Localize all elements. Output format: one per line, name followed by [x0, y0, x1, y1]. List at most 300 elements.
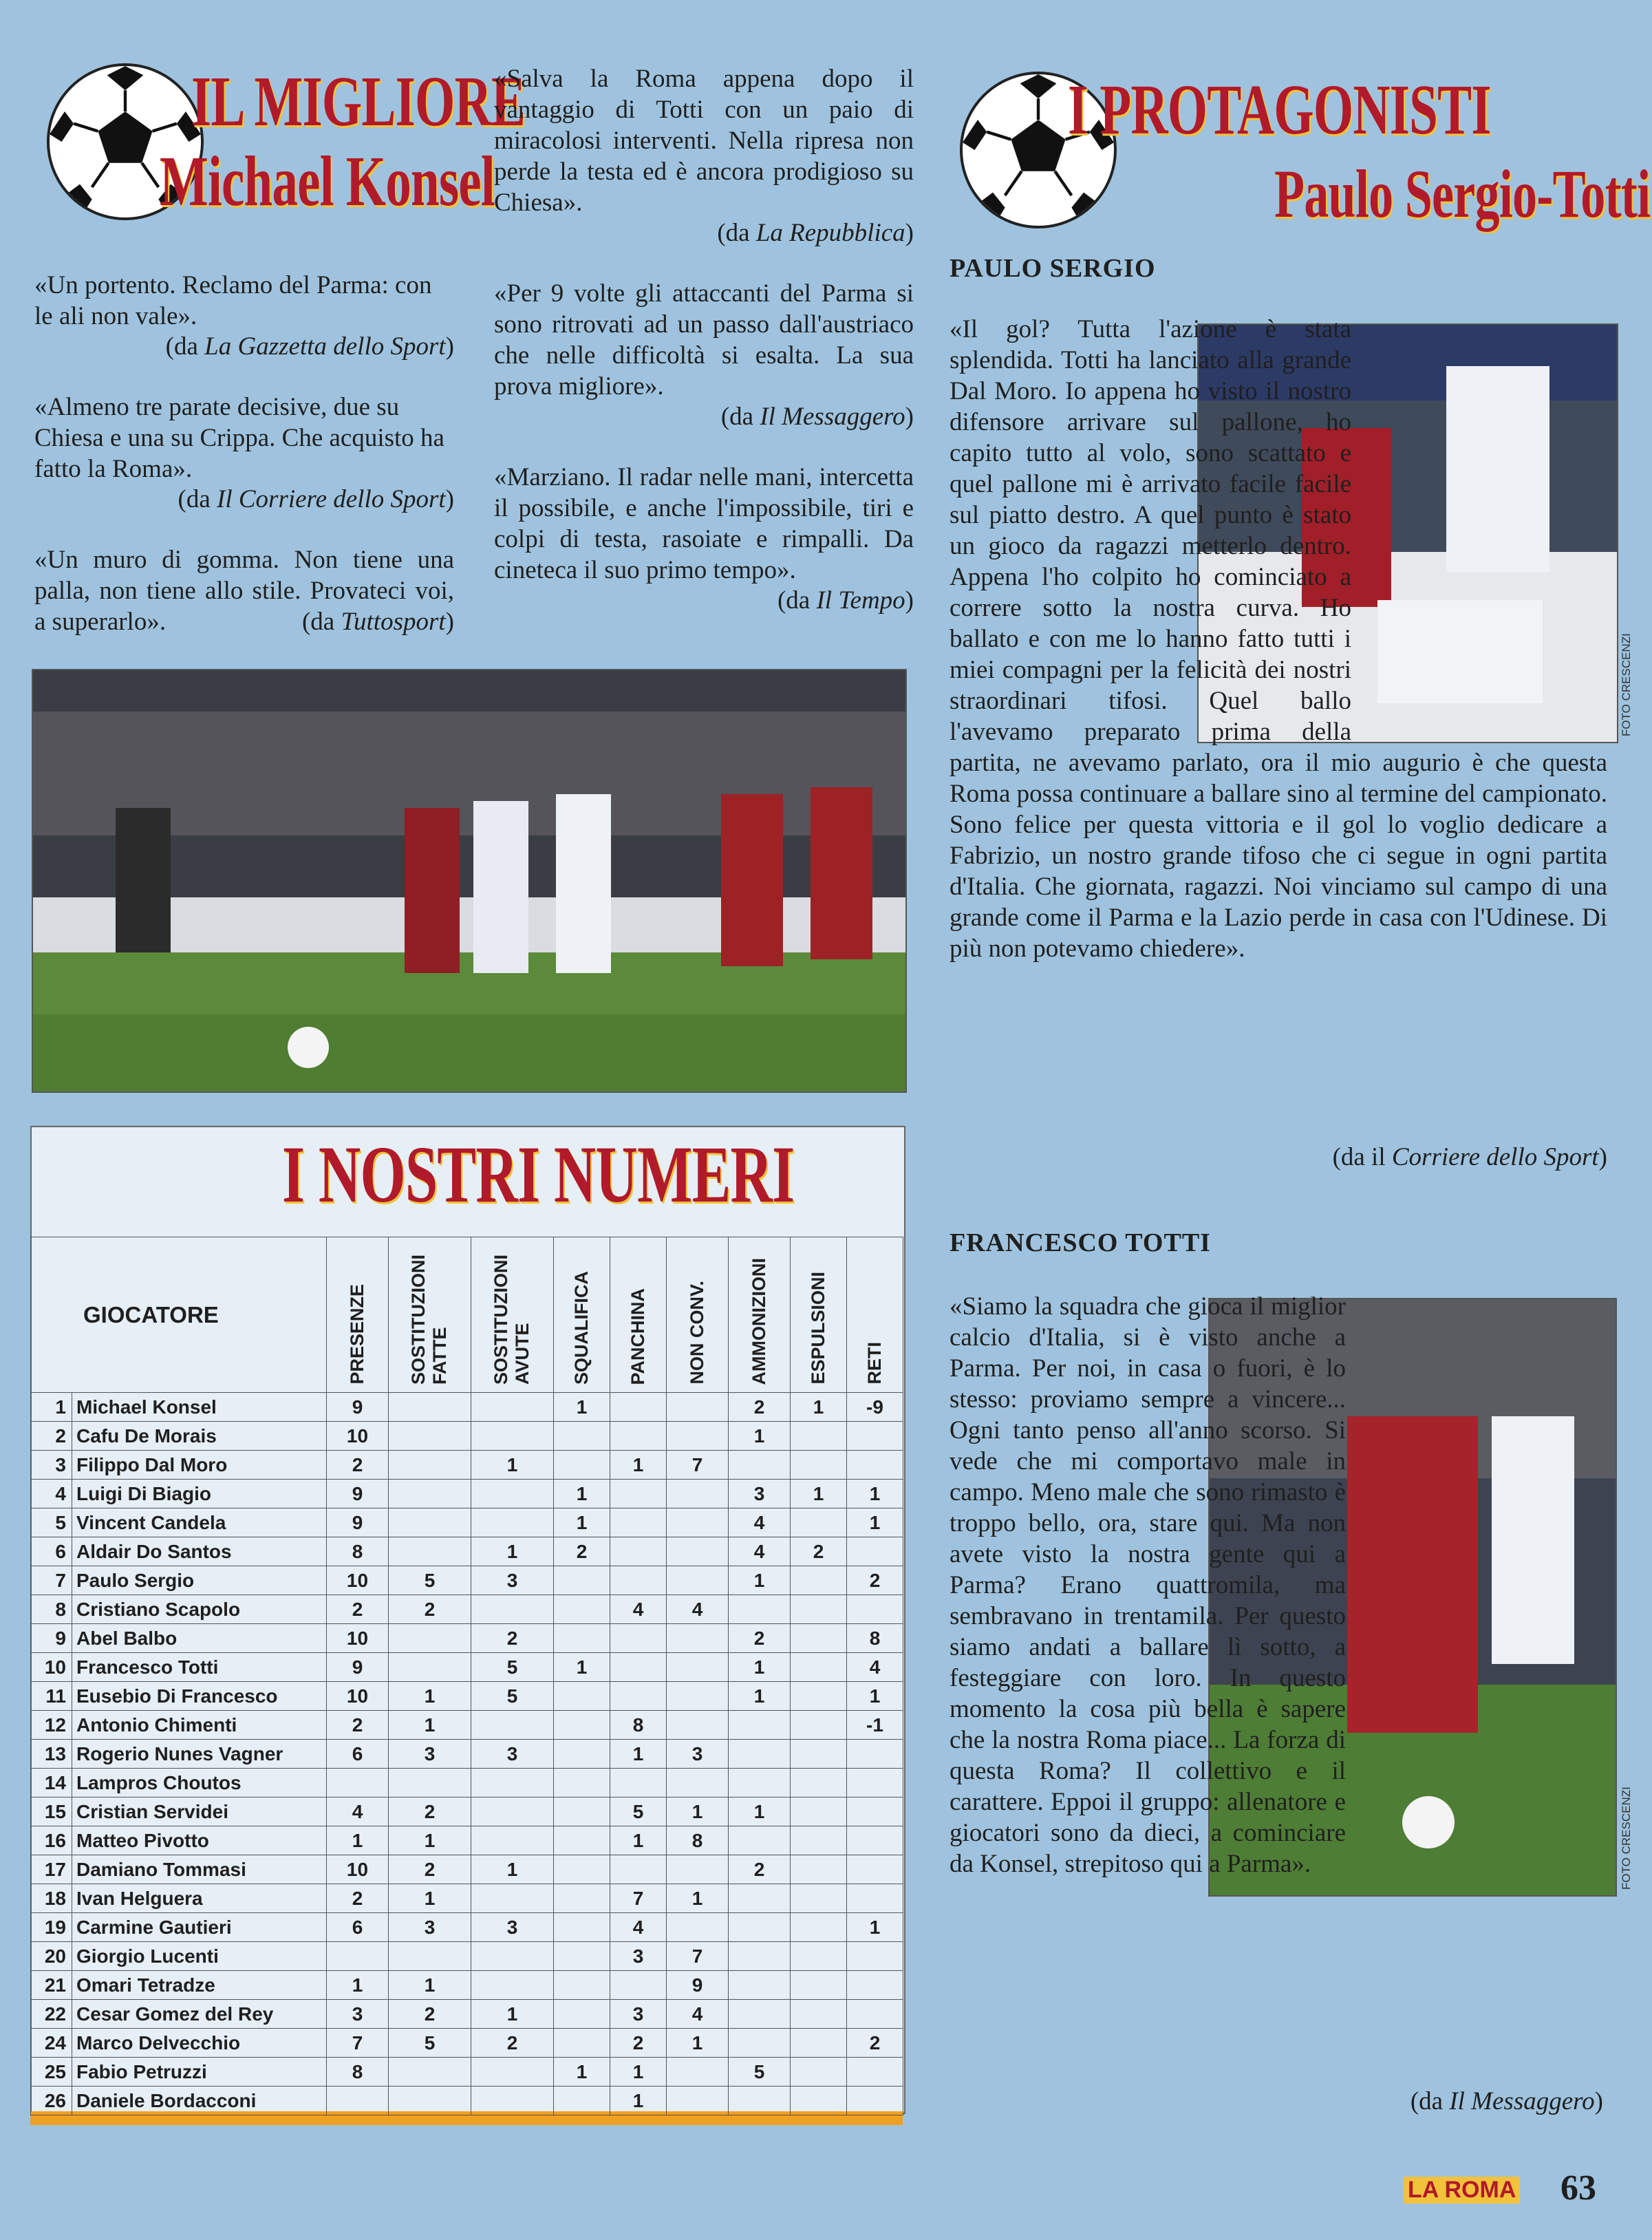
- table-row: [31, 2029, 903, 2058]
- stat-cell: [791, 1826, 847, 1855]
- paulo-sergio-heading: PAULO SERGIO: [950, 254, 1156, 283]
- player-number: 10: [31, 1653, 72, 1682]
- stat-cell: 2: [389, 2000, 471, 2029]
- table-row: [31, 1913, 903, 1942]
- stat-cell: 9: [327, 1393, 389, 1422]
- stat-cell: 4: [610, 1913, 667, 1942]
- stat-cell: [847, 1595, 903, 1624]
- stat-cell: [554, 1769, 610, 1798]
- stat-cell: [610, 1624, 667, 1653]
- player-name: Rogerio Nunes Vagner: [72, 1740, 327, 1769]
- player-number: 18: [31, 1884, 72, 1913]
- stat-cell: [389, 1508, 471, 1537]
- stat-cell: [729, 1595, 791, 1624]
- player-name: Eusebio Di Francesco: [72, 1682, 327, 1711]
- stat-cell: 1: [729, 1566, 791, 1595]
- stat-cell: [554, 1913, 610, 1942]
- stat-cell: [791, 1624, 847, 1653]
- stat-cell: 8: [667, 1826, 729, 1855]
- stat-cell: 10: [327, 1855, 389, 1884]
- stat-cell: [389, 1653, 471, 1682]
- stat-cell: 9: [327, 1508, 389, 1537]
- stat-cell: 8: [847, 1624, 903, 1653]
- stat-cell: [554, 2029, 610, 2058]
- stat-cell: [847, 1537, 903, 1566]
- stat-cell: [610, 1480, 667, 1508]
- table-row: [31, 1537, 903, 1566]
- stat-cell: [610, 1855, 667, 1884]
- column-header-sostituzioni-fatte: SOSTITUZIONI FATTE: [389, 1237, 471, 1393]
- stat-cell: 3: [471, 1740, 554, 1769]
- stat-cell: [389, 1537, 471, 1566]
- stat-cell: 2: [610, 2029, 667, 2058]
- stat-cell: [847, 1971, 903, 2000]
- table-row: [31, 2087, 903, 2115]
- stat-cell: [554, 1826, 610, 1855]
- player-name: Fabio Petruzzi: [72, 2058, 327, 2087]
- table-row: [31, 1624, 903, 1653]
- stat-cell: [554, 1682, 610, 1711]
- stat-cell: [610, 1508, 667, 1537]
- stat-cell: [729, 1451, 791, 1480]
- left-quotes-col2: [494, 63, 914, 615]
- francesco-totti-quote: «Siamo la squadra che gioca il miglior calcio d'Italia, si è visto anche a Parma. Per noi, in casa o fuori, è lo stesso: proviamo sempre a vincere... Ogni tanto penso all'anno scorso. Si vede che mi comportavo male in campo. Meno male che sono rimasto è troppo bello, ora, stare qui. Ma non avete visto la nostra gente qui a Parma? Erano quattromila, ma sembravano in trentamila. Per questo siamo andati a ballare lì sotto, a festeggiare con loro. In questo momento la cosa più bella è sapere che la nostra Roma piace... La forza di questa Roma? Il collettivo e il carattere. Eppoi il gruppo: allenatore e giocatori sono da dieci, a cominciare da Konsel, strepitoso qui a Parma».: [950, 1292, 1346, 1878]
- stat-cell: 7: [667, 1942, 729, 1971]
- quote-block: [494, 462, 914, 615]
- stats-table: [30, 1237, 903, 2115]
- table-row: [31, 1508, 903, 1537]
- column-header-panchina: PANCHINA: [610, 1237, 667, 1393]
- stat-cell: [610, 1393, 667, 1422]
- right-heading-title: I PROTAGONISTI: [1068, 70, 1491, 149]
- table-row: [31, 1971, 903, 2000]
- player-number: 11: [31, 1682, 72, 1711]
- table-row: [31, 1740, 903, 1769]
- stat-cell: [389, 2058, 471, 2087]
- stat-cell: [667, 1624, 729, 1653]
- quote-block: [494, 278, 914, 431]
- stat-cell: [847, 2058, 903, 2087]
- stat-cell: [791, 1653, 847, 1682]
- stat-cell: 5: [471, 1653, 554, 1682]
- player-number: 6: [31, 1537, 72, 1566]
- table-row: [31, 1711, 903, 1740]
- stat-cell: 1: [471, 1537, 554, 1566]
- player-number: 3: [31, 1451, 72, 1480]
- stat-cell: 4: [610, 1595, 667, 1624]
- stat-cell: 9: [327, 1480, 389, 1508]
- stat-cell: 4: [729, 1537, 791, 1566]
- stat-cell: 1: [729, 1798, 791, 1826]
- stat-cell: 2: [554, 1537, 610, 1566]
- stat-cell: 1: [791, 1480, 847, 1508]
- stat-cell: [610, 1422, 667, 1451]
- stat-cell: [554, 1595, 610, 1624]
- stat-cell: [847, 1855, 903, 1884]
- stat-cell: [729, 2000, 791, 2029]
- stat-cell: [791, 1711, 847, 1740]
- player-name: Daniele Bordacconi: [72, 2087, 327, 2115]
- stat-cell: [791, 1942, 847, 1971]
- quote-source: (da La Gazzetta dello Sport): [165, 332, 454, 361]
- stat-cell: 3: [729, 1480, 791, 1508]
- stat-cell: [610, 1566, 667, 1595]
- quote-block: [34, 392, 454, 514]
- player-number: 25: [31, 2058, 72, 2087]
- stat-cell: [847, 1740, 903, 1769]
- stat-cell: [791, 1682, 847, 1711]
- player-number: 1: [31, 1393, 72, 1422]
- player-column-header: GIOCATORE: [31, 1237, 327, 1393]
- stat-cell: [471, 1884, 554, 1913]
- player-number: 24: [31, 2029, 72, 2058]
- photo-credit: FOTO CRESCENZI: [1620, 633, 1633, 736]
- stat-cell: 1: [729, 1682, 791, 1711]
- stat-cell: 1: [327, 1826, 389, 1855]
- stat-cell: 2: [729, 1393, 791, 1422]
- quote-source: (da Il Tempo): [777, 586, 914, 615]
- player-number: 20: [31, 1942, 72, 1971]
- stat-cell: 1: [610, 2087, 667, 2115]
- player-name: Michael Konsel: [72, 1393, 327, 1422]
- stat-cell: 4: [729, 1508, 791, 1537]
- player-name: Vincent Candela: [72, 1508, 327, 1537]
- stat-cell: 1: [389, 1971, 471, 2000]
- stat-cell: [389, 1769, 471, 1798]
- stat-cell: 1: [847, 1480, 903, 1508]
- stat-cell: [471, 1480, 554, 1508]
- stat-cell: [667, 1653, 729, 1682]
- table-row: [31, 1653, 903, 1682]
- la-roma-logo: LA ROMA: [1404, 2177, 1520, 2204]
- stat-cell: -9: [847, 1393, 903, 1422]
- stat-cell: 1: [667, 1798, 729, 1826]
- stat-cell: 1: [667, 1884, 729, 1913]
- player-number: 13: [31, 1740, 72, 1769]
- stat-cell: [847, 1826, 903, 1855]
- player-name: Giorgio Lucenti: [72, 1942, 327, 1971]
- stat-cell: 2: [327, 1884, 389, 1913]
- player-number: 19: [31, 1913, 72, 1942]
- stat-cell: 2: [327, 1595, 389, 1624]
- quote-text: «Salva la Roma appena dopo il vantaggio di Totti con un paio di miracolosi interventi. Nella ripresa non perde la testa ed è ancora prodigioso su Chiesa».: [494, 65, 914, 217]
- stat-cell: 2: [327, 1711, 389, 1740]
- stat-cell: [667, 1422, 729, 1451]
- stat-cell: 1: [847, 1682, 903, 1711]
- stat-cell: 1: [554, 1653, 610, 1682]
- stat-cell: 4: [667, 2000, 729, 2029]
- stat-cell: 2: [389, 1855, 471, 1884]
- stat-cell: 1: [554, 1508, 610, 1537]
- stat-cell: 1: [389, 1711, 471, 1740]
- stat-cell: 2: [471, 2029, 554, 2058]
- stat-cell: [471, 1826, 554, 1855]
- column-header-squalifica: SQUALIFICA: [554, 1237, 610, 1393]
- stat-cell: 3: [667, 1740, 729, 1769]
- stat-cell: [554, 1942, 610, 1971]
- player-number: 14: [31, 1769, 72, 1798]
- stat-cell: [791, 1422, 847, 1451]
- match-photo-goalmouth: [32, 669, 907, 1093]
- stat-cell: [554, 1884, 610, 1913]
- table-row: [31, 1566, 903, 1595]
- stats-table-title: I NOSTRI NUMERI: [282, 1129, 795, 1219]
- stat-cell: [667, 1566, 729, 1595]
- stat-cell: 10: [327, 1682, 389, 1711]
- stat-cell: 1: [554, 1393, 610, 1422]
- player-name: Cafu De Morais: [72, 1422, 327, 1451]
- player-number: 8: [31, 1595, 72, 1624]
- quote-text: «Un muro di gomma. Non tiene una palla, non tiene allo stile. Provateci voi, a superarlo». (da Tuttosport): [34, 546, 454, 636]
- stat-cell: [847, 2000, 903, 2029]
- stat-cell: [554, 1798, 610, 1826]
- stat-cell: 10: [327, 1566, 389, 1595]
- stat-cell: [471, 1595, 554, 1624]
- stat-cell: [554, 1422, 610, 1451]
- column-header-non-conv: NON CONV.: [667, 1237, 729, 1393]
- player-name: Marco Delvecchio: [72, 2029, 327, 2058]
- quote-block: [494, 63, 914, 248]
- stat-cell: [327, 1942, 389, 1971]
- stat-cell: [667, 1769, 729, 1798]
- player-number: 2: [31, 1422, 72, 1451]
- stat-cell: [729, 1740, 791, 1769]
- stats-table-body: [31, 1393, 903, 2115]
- stat-cell: [791, 1971, 847, 2000]
- stat-cell: 2: [847, 2029, 903, 2058]
- stat-cell: [729, 1884, 791, 1913]
- table-row: [31, 1769, 903, 1798]
- stat-cell: 8: [610, 1711, 667, 1740]
- player-name: Cristian Servidei: [72, 1798, 327, 1826]
- stat-cell: [610, 1537, 667, 1566]
- stat-cell: 2: [389, 1798, 471, 1826]
- stat-cell: 10: [327, 1422, 389, 1451]
- stat-cell: [389, 1422, 471, 1451]
- stat-cell: [729, 1711, 791, 1740]
- table-row: [31, 1855, 903, 1884]
- table-row: [31, 2000, 903, 2029]
- stat-cell: 2: [791, 1537, 847, 1566]
- stat-cell: [471, 2058, 554, 2087]
- stat-cell: 3: [610, 2000, 667, 2029]
- player-name: Aldair Do Santos: [72, 1537, 327, 1566]
- player-name: Lampros Choutos: [72, 1769, 327, 1798]
- stat-cell: -1: [847, 1711, 903, 1740]
- table-row: [31, 1451, 903, 1480]
- stat-cell: [471, 1508, 554, 1537]
- stat-cell: [554, 1624, 610, 1653]
- paulo-sergio-source: (da il Corriere dello Sport): [1332, 1143, 1607, 1171]
- stat-cell: [729, 2029, 791, 2058]
- right-heading-subtitle: Paulo Sergio-Totti: [1274, 156, 1651, 232]
- player-name: Abel Balbo: [72, 1624, 327, 1653]
- stat-cell: [554, 2087, 610, 2115]
- stat-cell: 7: [610, 1884, 667, 1913]
- page-number: 63: [1560, 2168, 1596, 2208]
- stat-cell: 6: [327, 1913, 389, 1942]
- stat-cell: [389, 1393, 471, 1422]
- stat-cell: [610, 1682, 667, 1711]
- table-row: [31, 1942, 903, 1971]
- stat-cell: [667, 1711, 729, 1740]
- stat-cell: [471, 1769, 554, 1798]
- stat-cell: [389, 1942, 471, 1971]
- stat-cell: [847, 2087, 903, 2115]
- stat-cell: 3: [471, 1566, 554, 1595]
- stat-cell: [554, 1971, 610, 2000]
- left-heading-title: IL MIGLIORE: [191, 62, 526, 141]
- column-header-presenze: PRESENZE: [327, 1237, 389, 1393]
- stat-cell: 1: [847, 1508, 903, 1537]
- stat-cell: [610, 1971, 667, 2000]
- player-name: Damiano Tommasi: [72, 1855, 327, 1884]
- stat-cell: [791, 1884, 847, 1913]
- quote-block: [34, 270, 454, 361]
- quote-text: «Per 9 volte gli attaccanti del Parma si sono ritrovati ad un passo dall'austriaco che nelle difficoltà si esalta. La sua prova migliore».: [494, 279, 914, 401]
- player-name: Ivan Helguera: [72, 1884, 327, 1913]
- stat-cell: 1: [667, 2029, 729, 2058]
- stat-cell: [791, 1798, 847, 1826]
- table-row: [31, 1480, 903, 1508]
- stat-cell: [667, 1480, 729, 1508]
- player-number: 15: [31, 1798, 72, 1826]
- stat-cell: 3: [389, 1740, 471, 1769]
- stat-cell: [791, 2087, 847, 2115]
- stats-table-header-row: [31, 1237, 903, 1393]
- stat-cell: 1: [389, 1826, 471, 1855]
- column-header-sostituzioni-avute: SOSTITUZIONI AVUTE: [471, 1237, 554, 1393]
- stat-cell: [667, 1682, 729, 1711]
- stat-cell: [554, 1566, 610, 1595]
- stat-cell: 4: [327, 1798, 389, 1826]
- player-name: Antonio Chimenti: [72, 1711, 327, 1740]
- player-name: Cesar Gomez del Rey: [72, 2000, 327, 2029]
- stat-cell: [667, 2058, 729, 2087]
- stat-cell: [791, 1855, 847, 1884]
- quote-text: «Almeno tre parate decisive, due su Chiesa e una su Crippa. Che acquisto ha fatto la Roma».: [34, 393, 444, 483]
- stat-cell: 10: [327, 1624, 389, 1653]
- stat-cell: 1: [471, 2000, 554, 2029]
- column-header-espulsioni: ESPULSIONI: [791, 1237, 847, 1393]
- table-row: [31, 1826, 903, 1855]
- stat-cell: 7: [667, 1451, 729, 1480]
- stat-cell: 1: [471, 1855, 554, 1884]
- player-name: Cristiano Scapolo: [72, 1595, 327, 1624]
- player-name: Omari Tetradze: [72, 1971, 327, 2000]
- stat-cell: 1: [610, 1740, 667, 1769]
- stat-cell: 5: [610, 1798, 667, 1826]
- player-number: 22: [31, 2000, 72, 2029]
- left-quotes-col1: [34, 270, 454, 637]
- stat-cell: 1: [471, 1451, 554, 1480]
- stat-cell: [847, 1422, 903, 1451]
- stat-cell: 5: [471, 1682, 554, 1711]
- stat-cell: [389, 1451, 471, 1480]
- stat-cell: 8: [327, 1537, 389, 1566]
- quote-source: (da La Repubblica): [717, 219, 914, 247]
- stat-cell: [847, 1942, 903, 1971]
- stat-cell: 2: [729, 1855, 791, 1884]
- stat-cell: [791, 2058, 847, 2087]
- quote-text: «Marziano. Il radar nelle mani, intercetta il possibile, e anche l'impossibile, tiri e colpi di testa, rasoiate e rimpalli. Da cineteca il suo primo tempo».: [494, 463, 914, 584]
- column-header-ammonizioni: AMMONIZIONI: [729, 1237, 791, 1393]
- table-row: [31, 1422, 903, 1451]
- column-header-reti: RETI: [847, 1237, 903, 1393]
- table-row: [31, 1595, 903, 1624]
- stat-cell: [667, 1537, 729, 1566]
- stat-cell: 9: [327, 1653, 389, 1682]
- player-name: Paulo Sergio: [72, 1566, 327, 1595]
- stat-cell: 1: [847, 1913, 903, 1942]
- stat-cell: [389, 1480, 471, 1508]
- player-number: 4: [31, 1480, 72, 1508]
- stat-cell: [791, 1508, 847, 1537]
- quote-text: «Un portento. Reclamo del Parma: con le ali non vale».: [34, 271, 432, 330]
- photo-credit: FOTO CRESCENZI: [1620, 1786, 1633, 1890]
- stat-cell: [847, 1451, 903, 1480]
- stat-cell: [471, 1971, 554, 2000]
- stat-cell: 2: [389, 1595, 471, 1624]
- player-name: Carmine Gautieri: [72, 1913, 327, 1942]
- stat-cell: [729, 1826, 791, 1855]
- table-row: [31, 1682, 903, 1711]
- quote-source: (da Il Corriere dello Sport): [178, 485, 454, 513]
- stat-cell: 6: [327, 1740, 389, 1769]
- stat-cell: [667, 1913, 729, 1942]
- stat-cell: [729, 1913, 791, 1942]
- stat-cell: [791, 2029, 847, 2058]
- stat-cell: 1: [791, 1393, 847, 1422]
- stat-cell: [667, 1393, 729, 1422]
- stat-cell: [847, 1884, 903, 1913]
- francesco-totti-source: (da Il Messaggero): [1410, 2087, 1603, 2115]
- player-number: 9: [31, 1624, 72, 1653]
- stat-cell: 2: [327, 1451, 389, 1480]
- stat-cell: [471, 1393, 554, 1422]
- stat-cell: 1: [610, 1826, 667, 1855]
- stat-cell: 5: [389, 2029, 471, 2058]
- player-name: Francesco Totti: [72, 1653, 327, 1682]
- stat-cell: 2: [847, 1566, 903, 1595]
- stat-cell: [847, 1798, 903, 1826]
- stat-cell: 4: [847, 1653, 903, 1682]
- player-number: 21: [31, 1971, 72, 2000]
- stat-cell: [791, 1451, 847, 1480]
- table-row: [31, 1393, 903, 1422]
- player-name: Luigi Di Biagio: [72, 1480, 327, 1508]
- stat-cell: [327, 2087, 389, 2115]
- table-row: [31, 1884, 903, 1913]
- stat-cell: [667, 2087, 729, 2115]
- stat-cell: 1: [554, 2058, 610, 2087]
- stat-cell: [729, 2087, 791, 2115]
- stat-cell: [471, 1422, 554, 1451]
- stat-cell: [471, 1711, 554, 1740]
- stat-cell: [554, 1451, 610, 1480]
- stat-cell: [791, 1740, 847, 1769]
- stat-cell: 8: [327, 2058, 389, 2087]
- stat-cell: 3: [610, 1942, 667, 1971]
- stat-cell: [791, 2000, 847, 2029]
- player-number: 26: [31, 2087, 72, 2115]
- stat-cell: 2: [729, 1624, 791, 1653]
- stat-cell: [389, 1624, 471, 1653]
- stat-cell: 3: [327, 2000, 389, 2029]
- stat-cell: [327, 1769, 389, 1798]
- stat-cell: [791, 1913, 847, 1942]
- stat-cell: [729, 1971, 791, 2000]
